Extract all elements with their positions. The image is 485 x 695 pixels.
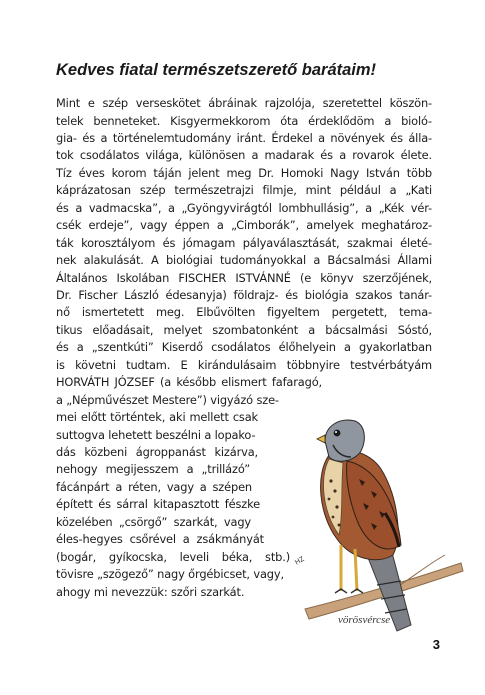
body-line: tok csodálatos világa, különösen a madarak és a rovarok élete. [56, 148, 432, 163]
body-line: Mint e szép verseskötet ábráinak rajzolója, szeretettel köszön- [56, 96, 432, 110]
body-line: nehogy megijesszem a „trillázó” [56, 462, 250, 477]
body-line: (bogár, gyíkocska, leveli béka, stb.) [56, 549, 290, 564]
body-line: dás közbeni ágroppanást kizárva, [56, 445, 258, 459]
body-line: csék erdeje”, vagy éppen a „Cimborák”, amelyek meghatároz- [56, 218, 432, 233]
body-line: épített és sárral kitapasztott fészke [56, 497, 260, 512]
body-line: tikus előadásait, melyet szombatonként a bácsalmási Sóstó, [56, 322, 432, 337]
body-line: és a vadmacska”, a „Gyöngyvirágtól lombhullásig”, a „Kék vér- [56, 200, 432, 215]
artist-signature: HZ [294, 555, 306, 567]
body-line: is követni tudtam. E kirándulásaim többnyire testvérbátyám [56, 357, 432, 372]
body-line: Általános Iskolában FISCHER ISTVÁNNÉ (e könyv szerzőjének, [56, 270, 432, 285]
kestrel-eye [334, 430, 341, 437]
body-line: gia- és a történelemtudomány iránt. Érdekel a növények és álla- [56, 130, 432, 145]
body-line: ahogy mi nevezzük: szőri szarkát. [56, 584, 245, 599]
body-line: közelében „csörgő” szarkát, vagy [56, 514, 251, 529]
body-line: tövisre „szögező” nagy őrgébicset, vagy, [56, 567, 284, 582]
page-heading: Kedves fiatal természetszerető barátaim! [56, 61, 377, 79]
body-line: és a „szentkúti” Kiserdő csodálatos élőhelyein a gyakorlatban [56, 340, 432, 355]
body-line: telek benneteket. Kisgyermekkorom óta érdeklődöm a bioló- [56, 113, 432, 128]
body-line: Dr. Fischer László édesanyja) földrajz- és biológia szakos tanár- [56, 287, 432, 302]
body-line: a „Népművészet Mestere”) vigyázó sze- [56, 392, 279, 407]
body-line: nek alakulását. A biológiai tudományokkal a Bácsalmási Állami [56, 253, 432, 267]
body-line: HORVÁTH JÓZSEF (a később elismert fafaragó, [56, 375, 322, 390]
body-line: káprázatosan szép természetrajzi filmje, mint például a „Kati [56, 183, 432, 198]
page-number: 3 [432, 637, 440, 652]
body-line: nő ismertetett meg. Elbűvölten figyeltem pergetett, tema- [56, 305, 432, 320]
body-line: fácánpárt a réten, vagy a szépen [56, 479, 252, 494]
illustration-caption: vörösvércse [338, 614, 391, 626]
body-line: éles-hegyes csőrével a zsákmányát [56, 532, 264, 547]
body-line: suttogva lehetett beszélni a lopako- [56, 427, 256, 442]
body-line: mei előtt történtek, aki mellett csak [56, 410, 258, 425]
kestrel-beak [317, 435, 325, 443]
body-line: Tíz éves korom táján jelent meg Dr. Homoki Nagy István több [56, 165, 432, 180]
body-line: ták korosztályom és jómagam pályaválasztását, szakmai életé- [56, 235, 432, 250]
